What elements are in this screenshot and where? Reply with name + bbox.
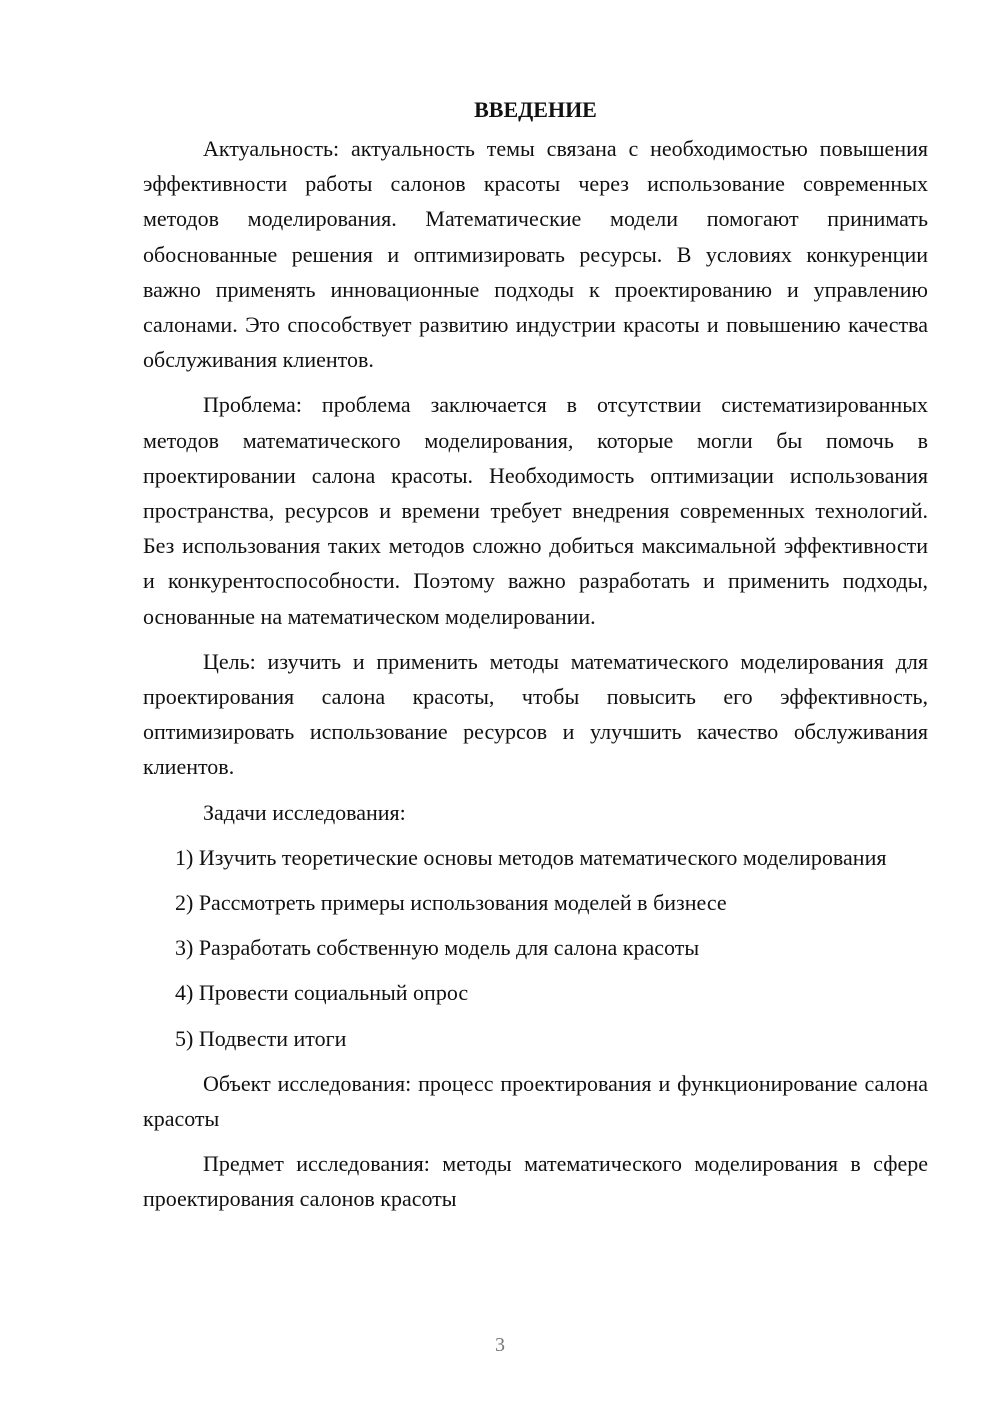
task-item: 4) Провести социальный опрос xyxy=(175,980,469,1006)
section-title: ВВЕДЕНИЕ xyxy=(474,97,597,122)
page-number: 3 xyxy=(495,1334,505,1356)
relevance-paragraph: Актуальность: актуальность темы связана с необходимостью повышения эффективности работы салонов красоты через использование современных методов моделирования. Математические модели помогают принимать обоснованные решения и оптимизировать ресурсы. В условиях конкуренции важно применять инновационные подходы к проектированию и управлению салонами. Это способствует развитию индустрии красоты и повышению качества обслуживания клиентов. xyxy=(143,136,928,373)
problem-paragraph: Проблема: проблема заключается в отсутствии систематизированных методов математического моделирования, которые могли бы помочь в проектировании салона красоты. Необходимость оптимизации использования пространства, ресурсов и времени требует внедрения современных технологий. Без использования таких методов сложно добиться максимальной эффективности и конкурентоспособности. Поэтому важно разработать и применить подходы, основанные на математическом моделировании. xyxy=(143,392,928,629)
task-item: 1) Изучить теоретические основы методов математического моделирования xyxy=(175,844,887,870)
object-paragraph: Объект исследования: процесс проектирования и функционирование салона красоты xyxy=(143,1070,928,1132)
task-item: 5) Подвести итоги xyxy=(175,1025,347,1051)
tasks-heading: Задачи исследования: xyxy=(203,799,406,825)
goal-paragraph: Цель: изучить и применить методы математического моделирования для проектирования салона красоты, чтобы повысить его эффективность, оптимизировать использование ресурсов и улучшить качество обслуживания клиентов. xyxy=(143,648,928,780)
tasks-list xyxy=(143,840,928,1056)
task-item: 2) Рассмотреть примеры использования моделей в бизнесе xyxy=(175,890,727,916)
subject-paragraph: Предмет исследования: методы математического моделирования в сфере проектирования салонов красоты xyxy=(143,1151,928,1212)
task-item: 3) Разработать собственную модель для салона красоты xyxy=(175,935,700,961)
document-page xyxy=(143,92,928,1227)
